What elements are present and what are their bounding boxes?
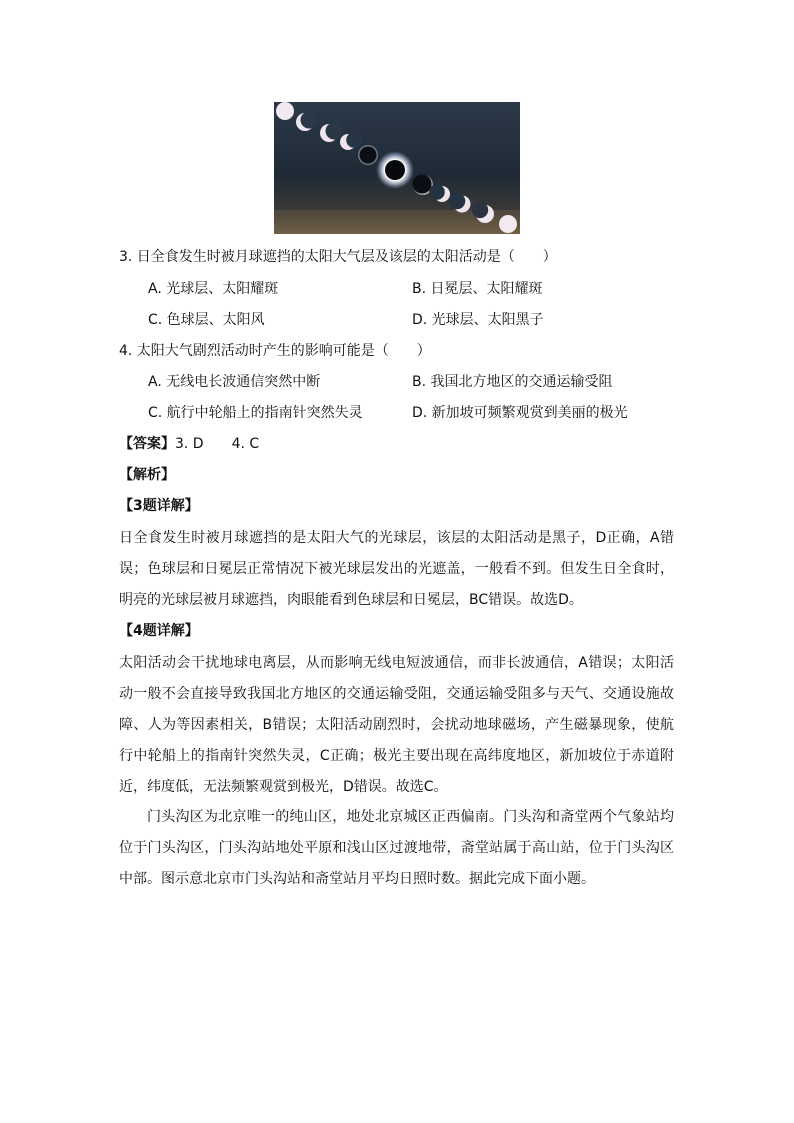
question-4-option-a: A. 无线电长波通信突然中断: [148, 374, 321, 390]
detail-3-heading: 【3题详解】: [119, 498, 199, 514]
answer-label: 【答案】: [119, 436, 175, 452]
detail-3-text: 日全食发生时被月球遮挡的是太阳大气的光球层，该层的太阳活动是黑子，D正确，A错误；色球层和日冕层正常情况下被光球层发出的光遮盖，一般看不到。但发生日全食时，明亮的光球层被月球遮挡，肉眼能看到色球层和日冕层，BC错误。故选D。: [119, 530, 674, 608]
detail-4-text: 太阳活动会干扰地球电离层，从而影响无线电短波通信，而非长波通信，A错误；太阳活动一般不会直接导致我国北方地区的交通运输受阻，交通运输受阻多与天气、交通设施故障、人为等因素相关，B错误；太阳活动剧烈时，会扰动地球磁场，产生磁暴现象，使航行中轮船上的指南针突然失灵，C正确；极光主要出现在高纬度地区，新加坡位于赤道附近，纬度低，无法频繁观赏到极光，D错误。故选C。: [119, 655, 674, 795]
answer-value: 3. D 4. C: [175, 436, 260, 452]
next-question-intro: 门头沟区为北京唯一的纯山区，地处北京城区正西偏南。门头沟和斋堂两个气象站均位于门头沟区，门头沟站地处平原和浅山区过渡地带，斋堂站属于高山站，位于门头沟区中部。图示意北京市门头沟站和斋堂站月平均日照时数。据此完成下面小题。: [119, 809, 674, 887]
detail-4-heading: 【4题详解】: [119, 623, 199, 639]
question-4-stem: 4. 太阳大气剧烈活动时产生的影响可能是（ ）: [119, 343, 431, 359]
question-3-option-a: A. 光球层、太阳耀斑: [148, 281, 279, 297]
question-3-option-d: D. 光球层、太阳黑子: [412, 312, 544, 328]
question-4-option-d: D. 新加坡可频繁观赏到美丽的极光: [412, 405, 628, 421]
answer-line: [119, 434, 259, 454]
question-4-option-b: B. 我国北方地区的交通运输受阻: [412, 374, 613, 390]
solar-eclipse-sequence-photo: [274, 102, 520, 234]
analysis-heading: 【解析】: [119, 467, 175, 483]
question-3-stem: 3. 日全食发生时被月球遮挡的太阳大气层及该层的太阳活动是（ ）: [119, 249, 557, 265]
question-4-option-c: C. 航行中轮船上的指南针突然失灵: [148, 405, 363, 421]
question-3-option-b: B. 日冕层、太阳耀斑: [412, 281, 543, 297]
question-3-option-c: C. 色球层、太阳风: [148, 312, 265, 328]
